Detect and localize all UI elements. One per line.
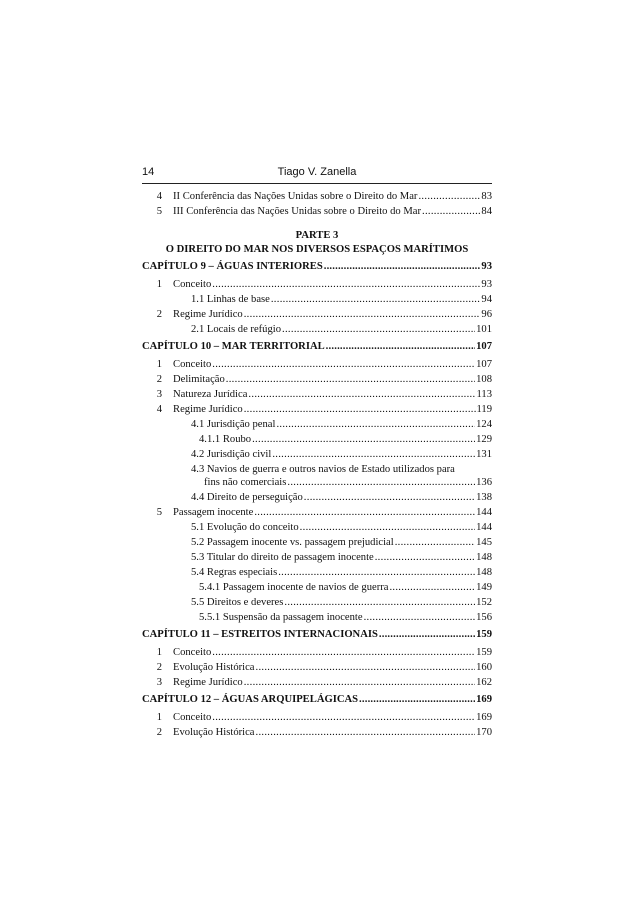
toc-entry: 5.1 Evolução do conceito ..... 144 — [142, 522, 492, 537]
toc-entry: 5.2 Passagem inocente vs. passagem prejudicial ..... 145 — [142, 537, 492, 552]
toc-entry: 3 Natureza Jurídica ..... 113 — [142, 389, 492, 404]
toc-entry: 1 Conceito ..... 169 — [142, 712, 492, 727]
header-rule — [142, 183, 492, 184]
page-header — [142, 166, 492, 182]
toc-entry: 5.5 Direitos e deveres ..... 152 — [142, 597, 492, 612]
toc-entry: 5 III Conferência das Nações Unidas sobre o Direito do Mar ..... 84 — [142, 206, 492, 221]
running-head: Tiago V. Zanella — [277, 166, 357, 178]
toc-entry: 4.1 Jurisdição penal ..... 124 — [142, 419, 492, 434]
toc-entry: 4.1.1 Roubo ..... 129 — [142, 434, 492, 449]
chapter-heading: CAPÍTULO 10 – MAR TERRITORIAL ..... 107 — [142, 341, 492, 359]
toc-entry: 1.1 Linhas de base ..... 94 — [142, 294, 492, 309]
toc-entry: 5.3 Titular do direito de passagem inocente ..... 148 — [142, 552, 492, 567]
toc-entry: 5.4.1 Passagem inocente de navios de guerra ..... 149 — [142, 582, 492, 597]
toc-entry: 2 Evolução Histórica ..... 170 — [142, 727, 492, 742]
toc-entry: 4 Regime Jurídico ..... 119 — [142, 404, 492, 419]
toc-entry: 1 Conceito ..... 107 — [142, 359, 492, 374]
toc-entry: 4.4 Direito de perseguição ..... 138 — [142, 492, 492, 507]
toc-entry: 5.5.1 Suspensão da passagem inocente ..... 156 — [142, 612, 492, 627]
page-number: 14 — [142, 166, 155, 178]
chapter-heading: CAPÍTULO 11 – ESTREITOS INTERNACIONAIS ..... 159 — [142, 629, 492, 647]
toc-entry: 4 II Conferência das Nações Unidas sobre o Direito do Mar ..... 83 — [142, 191, 492, 206]
part-label: PARTE 3 — [295, 230, 339, 241]
toc-entry-wrapped: 4.3 Navios de guerra e outros navios de Estado utilizados para fins não comerciais ..... 136 — [142, 464, 492, 492]
part-title: O DIREITO DO MAR NOS DIVERSOS ESPAÇOS MARÍTIMOS — [165, 244, 469, 255]
toc-entry: 2 Delimitação ..... 108 — [142, 374, 492, 389]
toc-entry: 2.1 Locais de refúgio ..... 101 — [142, 324, 492, 339]
toc-entry: 5 Passagem inocente ..... 144 — [142, 507, 492, 522]
toc-entry: 4.2 Jurisdição civil ..... 131 — [142, 449, 492, 464]
toc-entry: 2 Evolução Histórica ..... 160 — [142, 662, 492, 677]
toc-entry: 5.4 Regras especiais ..... 148 — [142, 567, 492, 582]
toc-entry: 1 Conceito ..... 159 — [142, 647, 492, 662]
toc-entry: 1 Conceito ..... 93 — [142, 279, 492, 294]
chapter-heading: CAPÍTULO 12 – ÁGUAS ARQUIPELÁGICAS ..... 169 — [142, 694, 492, 712]
toc-entry: 3 Regime Jurídico ..... 162 — [142, 677, 492, 692]
table-of-contents — [142, 191, 492, 742]
toc-entry: 2 Regime Jurídico ..... 96 — [142, 309, 492, 324]
chapter-heading: CAPÍTULO 9 – ÁGUAS INTERIORES ..... 93 — [142, 261, 492, 279]
